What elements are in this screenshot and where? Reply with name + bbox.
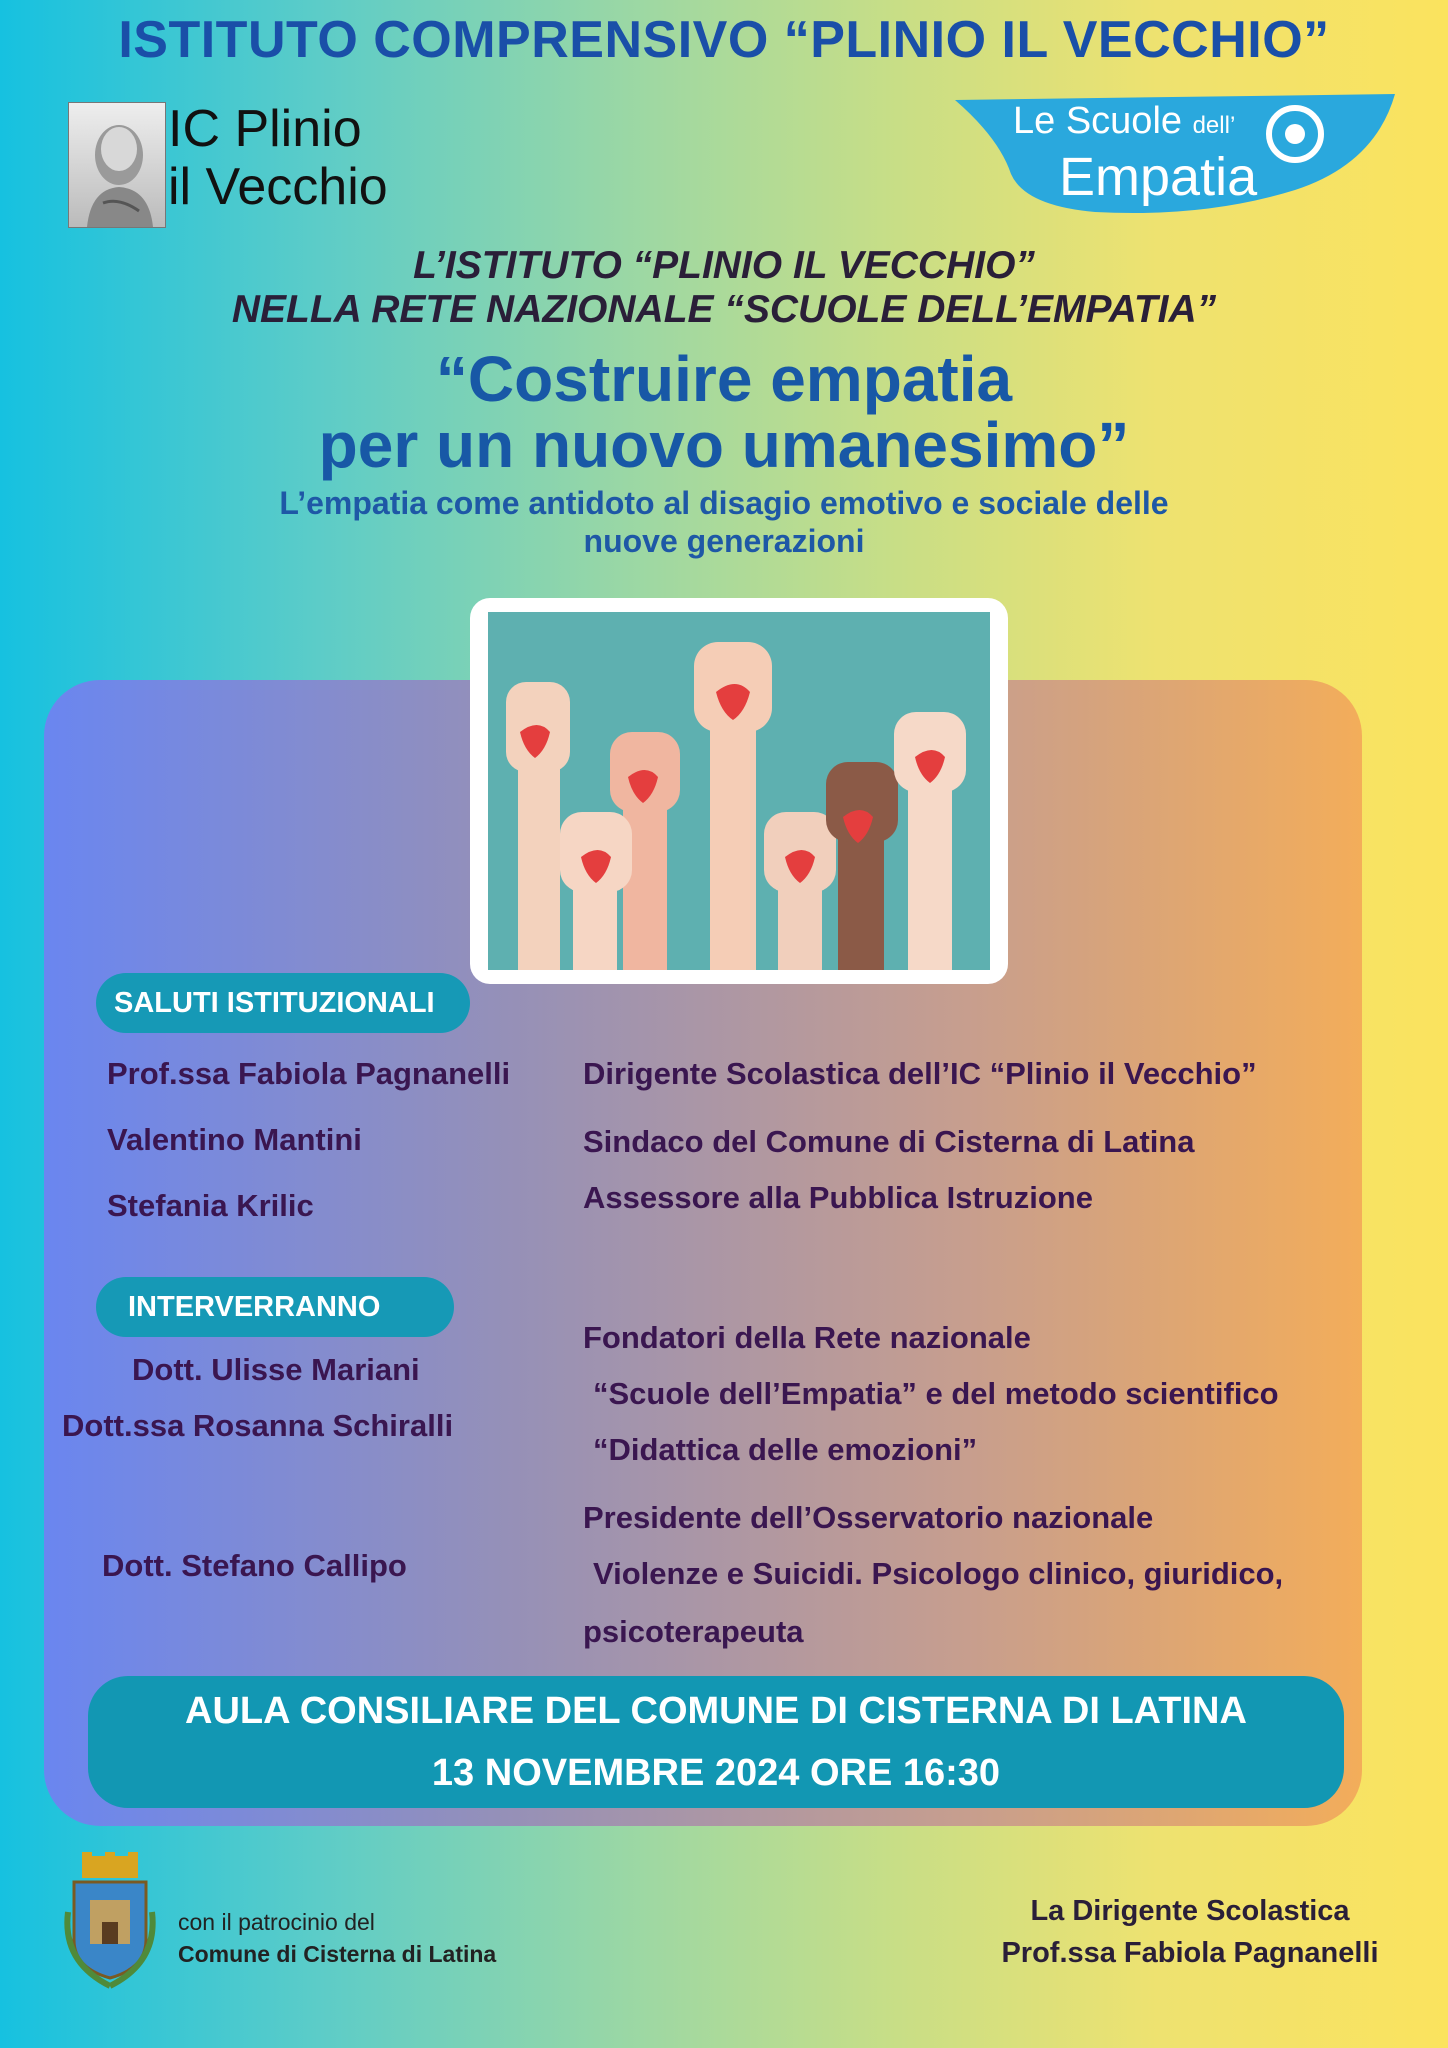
portrait-icon: [68, 102, 166, 228]
saluti-name-krilic: Stefania Krilic: [107, 1188, 314, 1223]
speaker-role-line6: psicoterapeuta: [583, 1614, 804, 1649]
patrocinio-note: [178, 1906, 496, 1970]
interverranno-label: INTERVERRANNO: [96, 1277, 454, 1337]
ic-logo-line1: IC Plinio: [168, 100, 362, 158]
cisterna-coat-of-arms-icon: [62, 1852, 158, 1990]
speaker-name-mariani: Dott. Ulisse Mariani: [132, 1352, 420, 1387]
speaker-name-schiralli: Dott.ssa Rosanna Schiralli: [62, 1408, 454, 1443]
sub-header: [0, 244, 1448, 332]
speaker-role-line3: “Didattica delle emozioni”: [593, 1432, 978, 1467]
empatia-logo-line1: Le Scuole: [1013, 100, 1183, 142]
event-tagline: [0, 484, 1448, 560]
ic-logo-line2: il Vecchio: [168, 158, 388, 216]
patrocinio-line2: Comune di Cisterna di Latina: [178, 1941, 497, 1967]
event-title-line2: per un nuovo umanesimo”: [318, 409, 1130, 481]
firma-role: La Dirigente Scolastica: [1030, 1895, 1350, 1927]
saluti-role-assessore: Assessore alla Pubblica Istruzione: [583, 1180, 1093, 1215]
venue-banner: [88, 1676, 1344, 1808]
patrocinio-line1: con il patrocinio del: [178, 1909, 375, 1935]
saluti-name-pagnanelli: Prof.ssa Fabiola Pagnanelli: [107, 1056, 511, 1091]
saluti-istituzionali-label: SALUTI ISTITUZIONALI: [96, 973, 470, 1033]
empatia-logo-line2: Empatia: [1059, 147, 1258, 207]
event-title: [0, 343, 1448, 481]
venue-date-time: 13 NOVEMBRE 2024 ORE 16:30: [431, 1752, 1001, 1794]
saluti-role-sindaco: Sindaco del Comune di Cisterna di Latina: [583, 1124, 1195, 1159]
empatia-logo-small: dell’: [1192, 112, 1236, 139]
ic-plinio-logo: [68, 98, 428, 228]
speaker-role-line4: Presidente dell’Osservatorio nazionale: [583, 1500, 1154, 1535]
page-title: ISTITUTO COMPRENSIVO “PLINIO IL VECCHIO”: [118, 11, 1330, 69]
speaker-name-callipo: Dott. Stefano Callipo: [102, 1548, 407, 1583]
tagline-line1: L’empatia come antidoto al disagio emotivo e sociale delle: [279, 485, 1169, 521]
tagline-line2: nuove generazioni: [583, 523, 865, 559]
venue-location: AULA CONSILIARE DEL COMUNE DI CISTERNA DI LATINA: [185, 1690, 1247, 1732]
sub-header-line1: L’ISTITUTO “PLINIO IL VECCHIO”: [413, 244, 1035, 287]
scuole-empatia-logo: [955, 94, 1395, 218]
saluti-name-mantini: Valentino Mantini: [107, 1122, 362, 1157]
speaker-role-line2: “Scuole dell’Empatia” e del metodo scientifico: [593, 1376, 1279, 1411]
saluti-role-dirigente: Dirigente Scolastica dell’IC “Plinio il Vecchio”: [583, 1056, 1257, 1091]
raised-hands-hearts-icon: [488, 612, 990, 970]
sub-header-line2: NELLA RETE NAZIONALE “SCUOLE DELL’EMPATIA”: [231, 288, 1217, 331]
event-title-line1: “Costruire empatia: [435, 343, 1013, 415]
raised-hands-image: [470, 598, 1008, 984]
firma-name: Prof.ssa Fabiola Pagnanelli: [1001, 1937, 1379, 1969]
signature-block: [980, 1890, 1400, 1974]
speaker-role-line1: Fondatori della Rete nazionale: [583, 1320, 1031, 1355]
speaker-role-line5: Violenze e Suicidi. Psicologo clinico, giuridico,: [593, 1556, 1284, 1591]
